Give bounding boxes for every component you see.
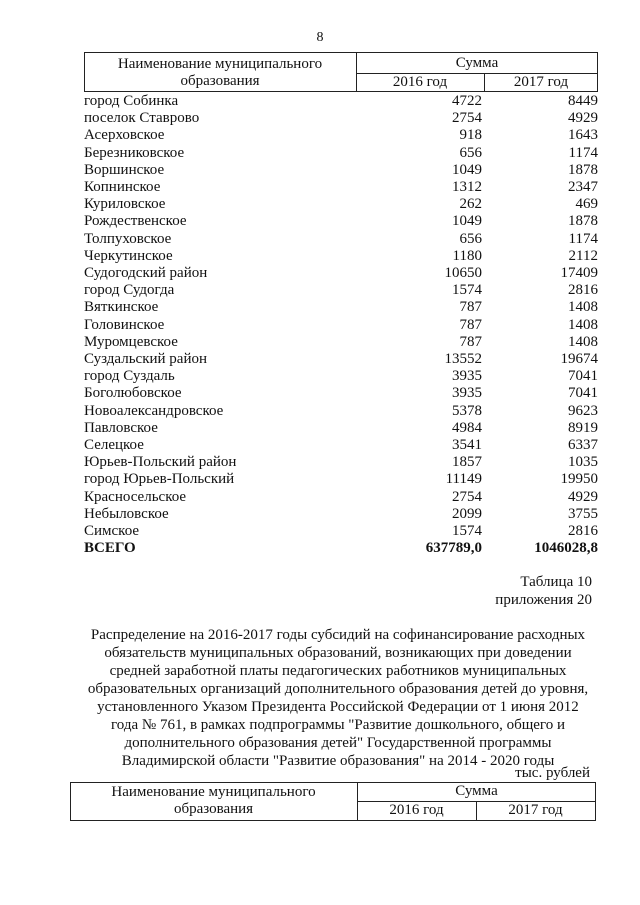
amount-2017: 19674 [560,351,598,367]
municipality-name: Копнинское [84,179,161,195]
amount-2017: 17409 [560,265,598,281]
amount-2016: 1857 [452,454,482,471]
municipality-name: Павловское [84,419,158,436]
municipality-name: город Суздаль [84,368,175,385]
table-row [84,317,598,334]
table-row [84,454,598,471]
municipality-name: Воршинское [84,161,165,178]
table-row [84,282,598,299]
amount-2017: 8449 [568,93,598,109]
municipality-name: Селецкое [84,437,144,453]
table1-header-sum: Сумма [455,55,499,71]
title-line: обязательств муниципальных образований, возникающих при доведении [104,645,572,661]
amount-2016: 1574 [452,282,482,299]
amount-2016: 787 [459,333,482,350]
amount-2016: 637789,0 [425,540,482,557]
amount-2016: 3541 [452,437,482,453]
header-name-line1: Наименование муниципального [117,56,323,72]
municipality-name: Симское [84,523,140,539]
municipality-name: Суздальский район [84,351,207,367]
amount-2016: 1312 [452,179,482,195]
table-row [84,334,598,351]
amount-2016: 2754 [452,110,482,127]
municipality-name: поселок Ставрово [84,110,200,127]
amount-2017: 2347 [568,179,598,195]
amount-2016: 787 [459,299,482,316]
amount-2017: 469 [575,196,598,213]
municipality-name: Березниковское [84,144,185,161]
table-ref-line1: Таблица 10 [520,574,592,590]
table1-header-2016: 2016 год [392,74,448,90]
municipality-name: Головинское [84,316,165,333]
amount-2016: 1049 [452,213,482,230]
municipality-name: Боголюбовское [84,385,182,402]
amount-2017: 3755 [568,505,598,522]
amount-2017: 7041 [568,368,598,385]
municipality-name: Асерховское [84,127,165,144]
municipality-name: город Собинка [84,93,179,109]
amount-2016: 4984 [452,419,482,436]
title-line: дополнительного образования детей" Государственной программы [124,735,552,751]
table-row [84,420,598,437]
municipality-name: Рождественское [84,213,187,230]
title-line: образовательных организаций дополнительного образования детей до уровня, [87,681,589,697]
table-row [84,93,598,110]
header-name-line1: Наименование муниципального [111,784,316,800]
amount-2016: 1180 [452,247,482,264]
total-row [84,540,598,557]
municipality-name: Новоалександровское [84,402,224,419]
title-line: средней заработной платы педагогических работников муниципальных [109,663,567,679]
title-line: Распределение на 2016-2017 годы субсидий на софинансирование расходных [90,627,586,643]
header-name-line2: образования [173,801,254,817]
amount-2016: 2099 [452,505,482,522]
amount-2016: 656 [459,144,482,161]
amount-2016: 1574 [452,523,482,539]
table-row [84,506,598,523]
table-row [84,489,598,506]
table-ref-line2: приложения 20 [495,592,592,608]
table-row [84,162,598,179]
title-line: установленного Указом Президента Российской Федерации от 1 июня 2012 [97,699,579,715]
municipality-name: Юрьев-Польский район [84,454,237,471]
table-row [84,145,598,162]
table-row [84,127,598,144]
amount-2017: 2112 [568,247,598,264]
table1-header-2017: 2017 год [513,74,569,90]
amount-2016: 262 [459,196,482,213]
amount-2017: 1035 [568,454,598,471]
table-row [84,248,598,265]
amount-2017: 4929 [568,110,598,127]
document-title [70,626,606,770]
amount-2016: 10650 [444,265,482,281]
municipality-name: Толпуховское [84,230,172,247]
municipality-name: Вяткинское [84,299,159,316]
table2-header-name [70,784,357,818]
amount-2016: 656 [459,230,482,247]
amount-2017: 9623 [568,402,598,419]
municipality-name: город Юрьев-Польский [84,471,235,488]
amount-2017: 7041 [568,385,598,402]
amount-2016: 4722 [452,93,482,109]
municipality-name: Небыловское [84,505,169,522]
amount-2017: 1174 [568,230,598,247]
table-row [84,523,598,540]
amount-2017: 8919 [568,419,598,436]
municipality-name: Куриловское [84,196,166,213]
table-row [84,351,598,368]
amount-2016: 5378 [452,402,482,419]
amount-2017: 1408 [568,299,598,316]
table-row [84,368,598,385]
amount-2017: 1878 [568,161,598,178]
amount-2016: 11149 [445,471,482,488]
municipality-name: Судогодский район [84,265,208,281]
amount-2017: 19950 [560,471,598,488]
amount-2016: 787 [459,316,482,333]
table-row [84,196,598,213]
municipality-name: город Судогда [84,282,175,299]
amount-2017: 6337 [568,437,598,453]
units-label: тыс. рублей [515,765,590,781]
table-row [84,213,598,230]
municipality-name: Муромцевское [84,333,178,350]
table-row [84,231,598,248]
municipality-name: Черкутинское [84,247,173,264]
table1-header-name [84,56,356,90]
amount-2016: 1049 [452,161,482,178]
total-label: ВСЕГО [84,540,136,557]
amount-2017: 4929 [568,488,598,505]
amount-2016: 3935 [452,385,482,402]
table-row [84,110,598,127]
amount-2016: 2754 [452,488,482,505]
table-row [84,265,598,282]
table-row [84,299,598,316]
amount-2017: 1408 [568,316,598,333]
table2-header-sum: Сумма [455,783,498,799]
amount-2017: 1878 [568,213,598,230]
table-row [84,437,598,454]
municipality-name: Красносельское [84,488,187,505]
amount-2017: 1046028,8 [534,540,598,557]
title-line: Владимирской области "Развитие образования" на 2014 - 2020 годы [121,753,555,769]
page-number: 8 [316,30,324,45]
amount-2016: 3935 [452,368,482,385]
amount-2017: 1643 [568,127,598,144]
table2-header-2017: 2017 год [508,802,563,818]
table-row [84,179,598,196]
table-row [84,471,598,488]
table-row [84,403,598,420]
table-row [84,385,598,402]
amount-2016: 13552 [444,351,482,367]
title-line: года № 761, в рамках подпрограммы "Развитие дошкольного, общего и [111,717,565,733]
header-name-line2: образования [180,73,260,89]
amount-2017: 1408 [568,333,598,350]
amount-2017: 2816 [568,523,598,539]
amount-2017: 1174 [568,144,598,161]
amount-2017: 2816 [568,282,598,299]
table2-header-2016: 2016 год [389,802,444,818]
amount-2016: 918 [459,127,482,144]
